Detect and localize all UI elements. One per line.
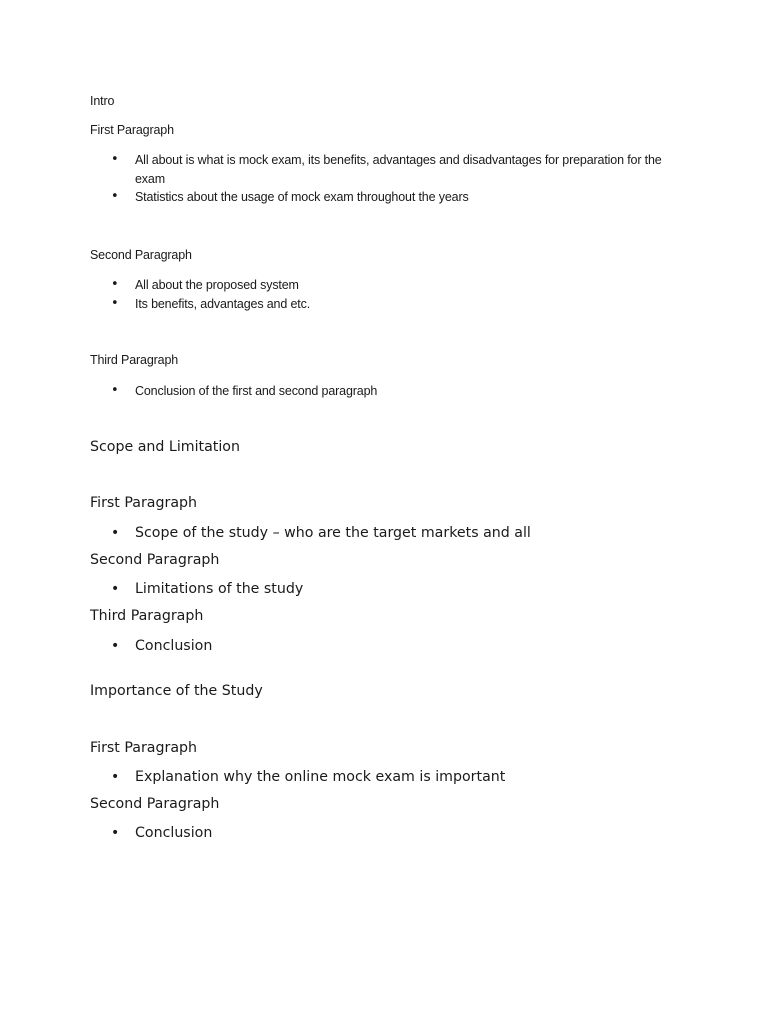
intro-first-bullet-1: All about is what is mock exam, its benefits, advantages and disadvantages for preparation for the exam: [135, 153, 662, 186]
scope-third-bullet-1: Conclusion: [135, 638, 213, 654]
scope-second-paragraph-heading: Second Paragraph: [90, 552, 220, 568]
importance-first-bullet-1: Explanation why the online mock exam is important: [135, 769, 506, 785]
scope-third-paragraph-heading: Third Paragraph: [90, 608, 204, 624]
importance-heading: Importance of the Study: [90, 683, 263, 699]
bullet-icon: •: [111, 383, 119, 398]
intro-second-paragraph-heading: Second Paragraph: [90, 248, 192, 262]
intro-first-paragraph-heading: First Paragraph: [90, 123, 174, 137]
bullet-icon: •: [111, 581, 120, 597]
bullet-icon: •: [111, 638, 120, 654]
intro-first-bullet-2: Statistics about the usage of mock exam throughout the years: [135, 190, 469, 204]
bullet-icon: •: [111, 189, 119, 204]
intro-third-paragraph-heading: Third Paragraph: [90, 353, 179, 367]
importance-second-bullet-1: Conclusion: [135, 825, 213, 841]
scope-first-paragraph-heading: First Paragraph: [90, 495, 198, 511]
intro-second-bullet-2: Its benefits, advantages and etc.: [135, 297, 311, 311]
bullet-icon: •: [111, 825, 120, 841]
bullet-icon: •: [111, 277, 119, 292]
bullet-icon: •: [111, 525, 120, 541]
bullet-icon: •: [111, 296, 119, 311]
bullet-icon: •: [111, 769, 120, 785]
scope-heading: Scope and Limitation: [90, 439, 240, 455]
importance-first-paragraph-heading: First Paragraph: [90, 740, 198, 756]
scope-second-bullet-1: Limitations of the study: [135, 581, 304, 597]
intro-third-bullet-1: Conclusion of the first and second paragraph: [135, 384, 378, 398]
intro-heading: Intro: [90, 94, 115, 108]
intro-second-bullet-1: All about the proposed system: [135, 278, 299, 292]
bullet-icon: •: [111, 152, 119, 167]
scope-first-bullet-1: Scope of the study – who are the target markets and all: [135, 525, 531, 541]
importance-second-paragraph-heading: Second Paragraph: [90, 796, 220, 812]
